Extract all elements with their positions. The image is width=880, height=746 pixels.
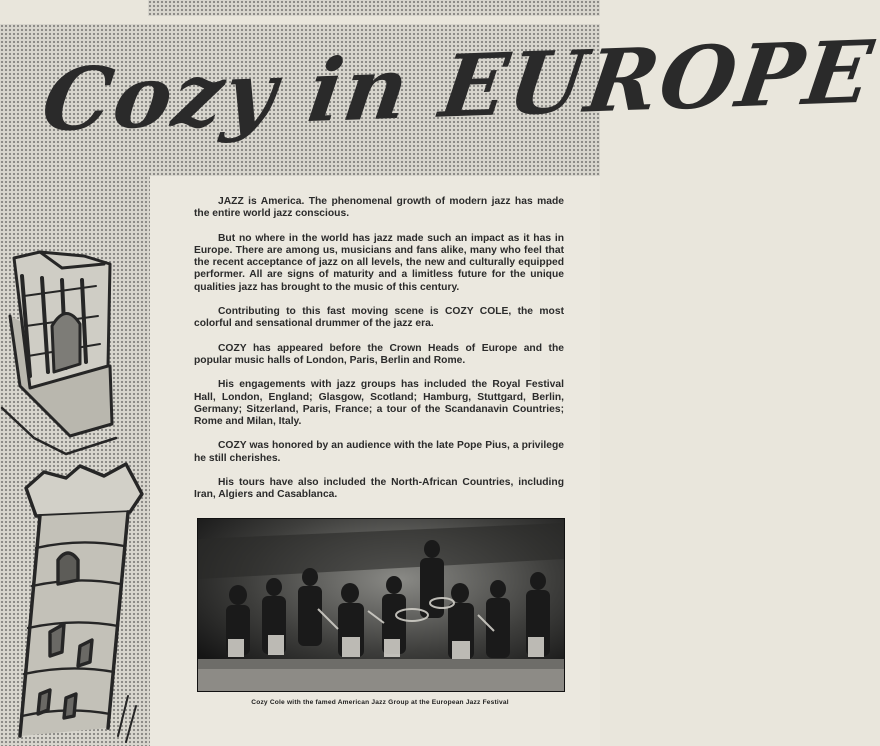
paragraph-6: COZY was honored by an audience with the late Pope Pius, a privilege he still cherishes. (194, 440, 564, 464)
page-title: Cozy in EUROPE (36, 21, 880, 152)
paragraph-7: His tours have also included the North-African Countries, including Iran, Algiers and Casablanca. (194, 477, 564, 501)
photo-caption: Cozy Cole with the famed American Jazz Group at the European Jazz Festival (251, 699, 509, 706)
paragraph-5: His engagements with jazz groups has included the Royal Festival Hall, London, England; Glasgow, Scotland; Hamburg, Stuttgard, Berlin, Germany; Sitzerland, Paris, France; a tour of the Scandanavin Countries; Rome and Milan, Italy. (194, 379, 564, 428)
paragraph-2: But no where in the world has jazz made such an impact as it has in Europe. There are among us, musicians and fans alike, many who feel that the recent acceptance of jazz on all levels, the new and culturally equipped performer. All are signs of maturity and a limitless future for the unique qualities jazz has brought to the music of this century. (194, 232, 564, 293)
building-sketch (2, 252, 116, 454)
paragraph-3: Contributing to this fast moving scene is COZY COLE, the most colorful and sensational drummer of the jazz era. (194, 306, 564, 330)
band-photo (197, 518, 565, 692)
landmark-illustration (0, 176, 150, 746)
top-halftone-strip (148, 0, 600, 16)
paragraph-1: JAZZ is America. The phenomenal growth of modern jazz has made the entire world jazz conscious. (194, 196, 564, 220)
article-body (194, 196, 564, 514)
paragraph-4: COZY has appeared before the Crown Heads of Europe and the popular music halls of London, Paris, Berlin and Rome. (194, 342, 564, 366)
band-photo-image (198, 519, 564, 691)
tower-sketch (20, 464, 142, 742)
